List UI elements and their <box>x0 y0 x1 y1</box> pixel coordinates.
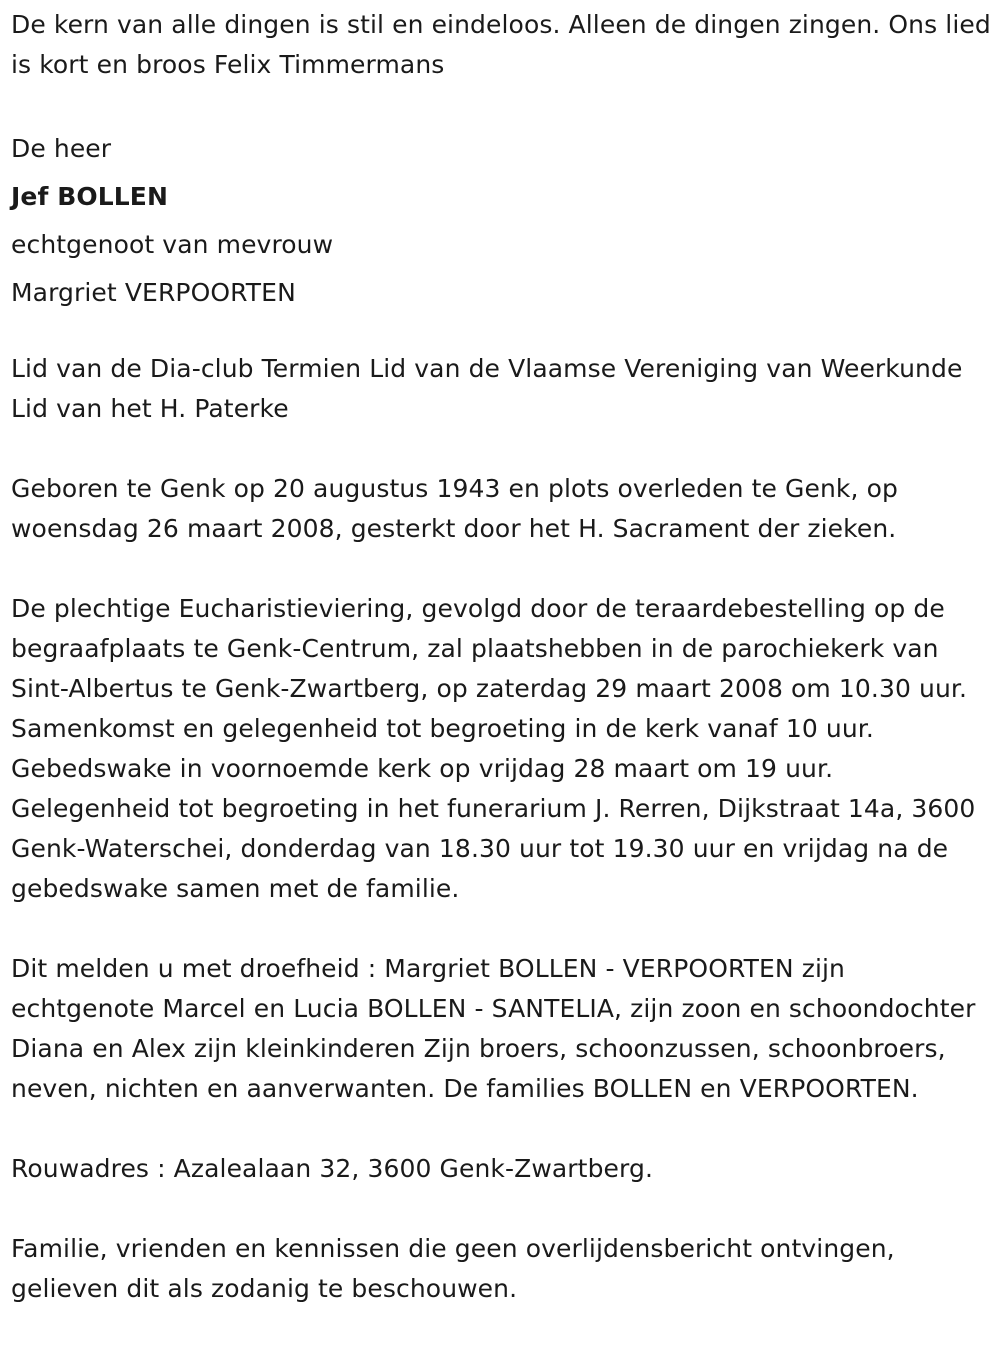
spouse-intro: echtgenoot van mevrouw <box>11 230 334 259</box>
opening-quote: De kern van alle dingen is stil en eindeloos. Alleen de dingen zingen. Ons lied is kort en broos Felix Timmermans <box>11 10 991 79</box>
obituary-document <box>11 5 996 1349</box>
deceased-header <box>11 125 996 317</box>
deceased-name: Jef BOLLEN <box>11 182 169 211</box>
ceremony-paragraph: De plechtige Eucharistieviering, gevolgd door de teraardebestelling op de begraafplaats te Genk-Centrum, zal plaatshebben in de parochiekerk van Sint-Albertus te Genk-Zwartberg, op zaterdag 29 maart 2008 om 10.30 uur. Samenkomst en gelegenheid tot begroeting in de kerk vanaf 10 uur. Gebedswake in voornoemde kerk op vrijdag 28 maart om 19 uur. Gelegenheid tot begroeting in het funerarium J. Rerren, Dijkstraat 14a, 3600 Genk-Waterschei, donderdag van 18.30 uur tot 19.30 uur en vrijdag na de gebedswake samen met de familie. <box>11 594 976 903</box>
announcement-paragraph: Dit melden u met droefheid : Margriet BOLLEN - VERPOORTEN zijn echtgenote Marcel en Lucia BOLLEN - SANTELIA, zijn zoon en schoondochter Diana en Alex zijn kleinkinderen Zijn broers, schoonzussen, schoonbroers, neven, nichten en aanverwanten. De families BOLLEN en VERPOORTEN. <box>11 954 976 1103</box>
mourning-address: Rouwadres : Azalealaan 32, 3600 Genk-Zwartberg. <box>11 1154 653 1183</box>
spouse-name: Margriet VERPOORTEN <box>11 278 296 307</box>
closing-note: Familie, vrienden en kennissen die geen overlijdensbericht ontvingen, gelieven dit als zodanig te beschouwen. <box>11 1234 895 1303</box>
salutation: De heer <box>11 134 112 163</box>
memberships-paragraph: Lid van de Dia-club Termien Lid van de Vlaamse Vereniging van Weerkunde Lid van het H. Paterke <box>11 354 963 423</box>
birth-death-paragraph: Geboren te Genk op 20 augustus 1943 en plots overleden te Genk, op woensdag 26 maart 2008, gesterkt door het H. Sacrament der zieken. <box>11 474 898 543</box>
